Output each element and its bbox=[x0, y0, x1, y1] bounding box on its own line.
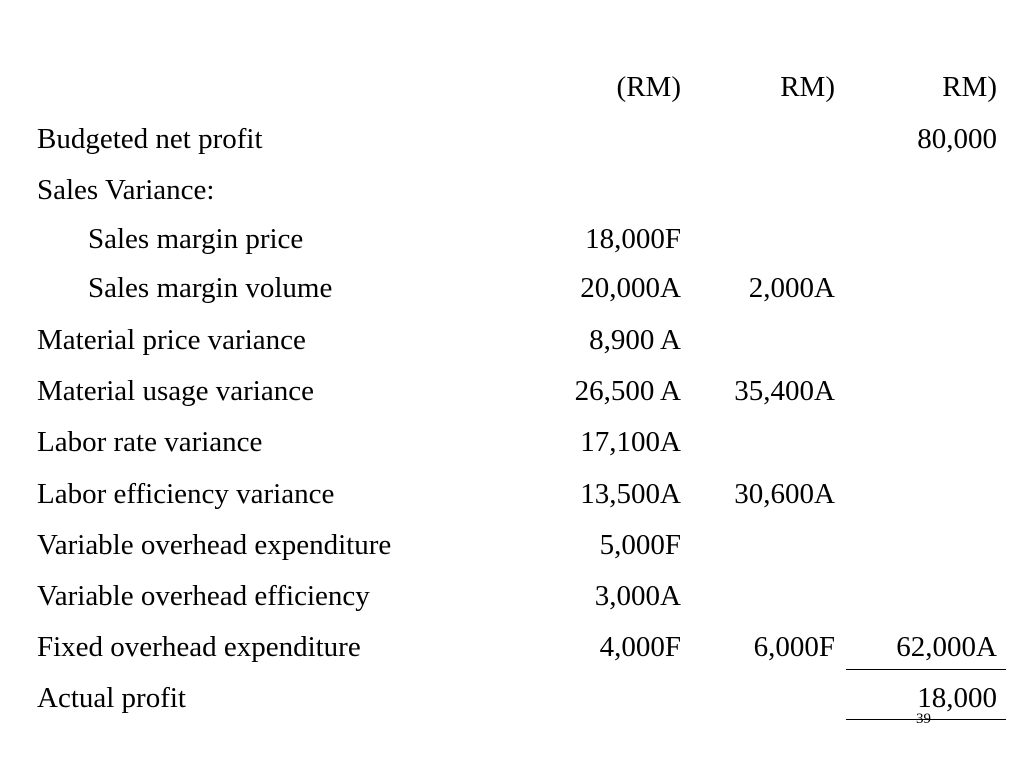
row-col2: 2,000A bbox=[748, 272, 835, 304]
row-col3: 18,000 bbox=[917, 682, 997, 714]
row-label: Sales Variance: bbox=[37, 174, 215, 206]
row-label: Material price variance bbox=[37, 324, 306, 356]
row-col2: 35,400A bbox=[734, 375, 835, 407]
table-row bbox=[0, 576, 1024, 616]
row-label: Actual profit bbox=[37, 682, 186, 714]
table-row bbox=[0, 627, 1024, 667]
row-col1: 20,000A bbox=[580, 272, 681, 304]
row-label: Sales margin price bbox=[88, 223, 304, 255]
row-label: Variable overhead expenditure bbox=[37, 529, 392, 561]
row-label: Labor efficiency variance bbox=[37, 478, 335, 510]
row-col1: 17,100A bbox=[580, 426, 681, 458]
table-row bbox=[0, 525, 1024, 565]
table-row bbox=[0, 422, 1024, 462]
row-col3: 80,000 bbox=[917, 123, 997, 155]
page-number: 39 bbox=[916, 711, 931, 727]
row-col3: 62,000A bbox=[896, 631, 997, 663]
row-col1: 18,000F bbox=[585, 223, 681, 255]
row-label: Fixed overhead expenditure bbox=[37, 631, 361, 663]
table-row bbox=[0, 371, 1024, 411]
table-row bbox=[0, 219, 1024, 259]
row-label: Budgeted net profit bbox=[37, 123, 263, 155]
table-row bbox=[0, 678, 1024, 718]
row-label: Material usage variance bbox=[37, 375, 314, 407]
table-row bbox=[0, 170, 1024, 210]
table-row bbox=[0, 119, 1024, 159]
row-col1: 8,900 A bbox=[589, 324, 681, 356]
row-col2: 30,600A bbox=[734, 478, 835, 510]
table-row bbox=[0, 268, 1024, 308]
header-row bbox=[0, 67, 1024, 107]
row-col2: 6,000F bbox=[753, 631, 835, 663]
row-col1: 4,000F bbox=[599, 631, 681, 663]
subtotal-rule bbox=[846, 669, 1006, 670]
header-col3: RM) bbox=[942, 71, 997, 103]
row-label: Sales margin volume bbox=[88, 272, 333, 304]
row-col1: 3,000A bbox=[594, 580, 681, 612]
row-col1: 26,500 A bbox=[574, 375, 681, 407]
row-label: Variable overhead efficiency bbox=[37, 580, 370, 612]
header-col2: RM) bbox=[780, 71, 835, 103]
header-col1: (RM) bbox=[616, 71, 681, 103]
row-label: Labor rate variance bbox=[37, 426, 263, 458]
row-col1: 13,500A bbox=[580, 478, 681, 510]
table-row bbox=[0, 320, 1024, 360]
table-row bbox=[0, 474, 1024, 514]
row-col1: 5,000F bbox=[599, 529, 681, 561]
